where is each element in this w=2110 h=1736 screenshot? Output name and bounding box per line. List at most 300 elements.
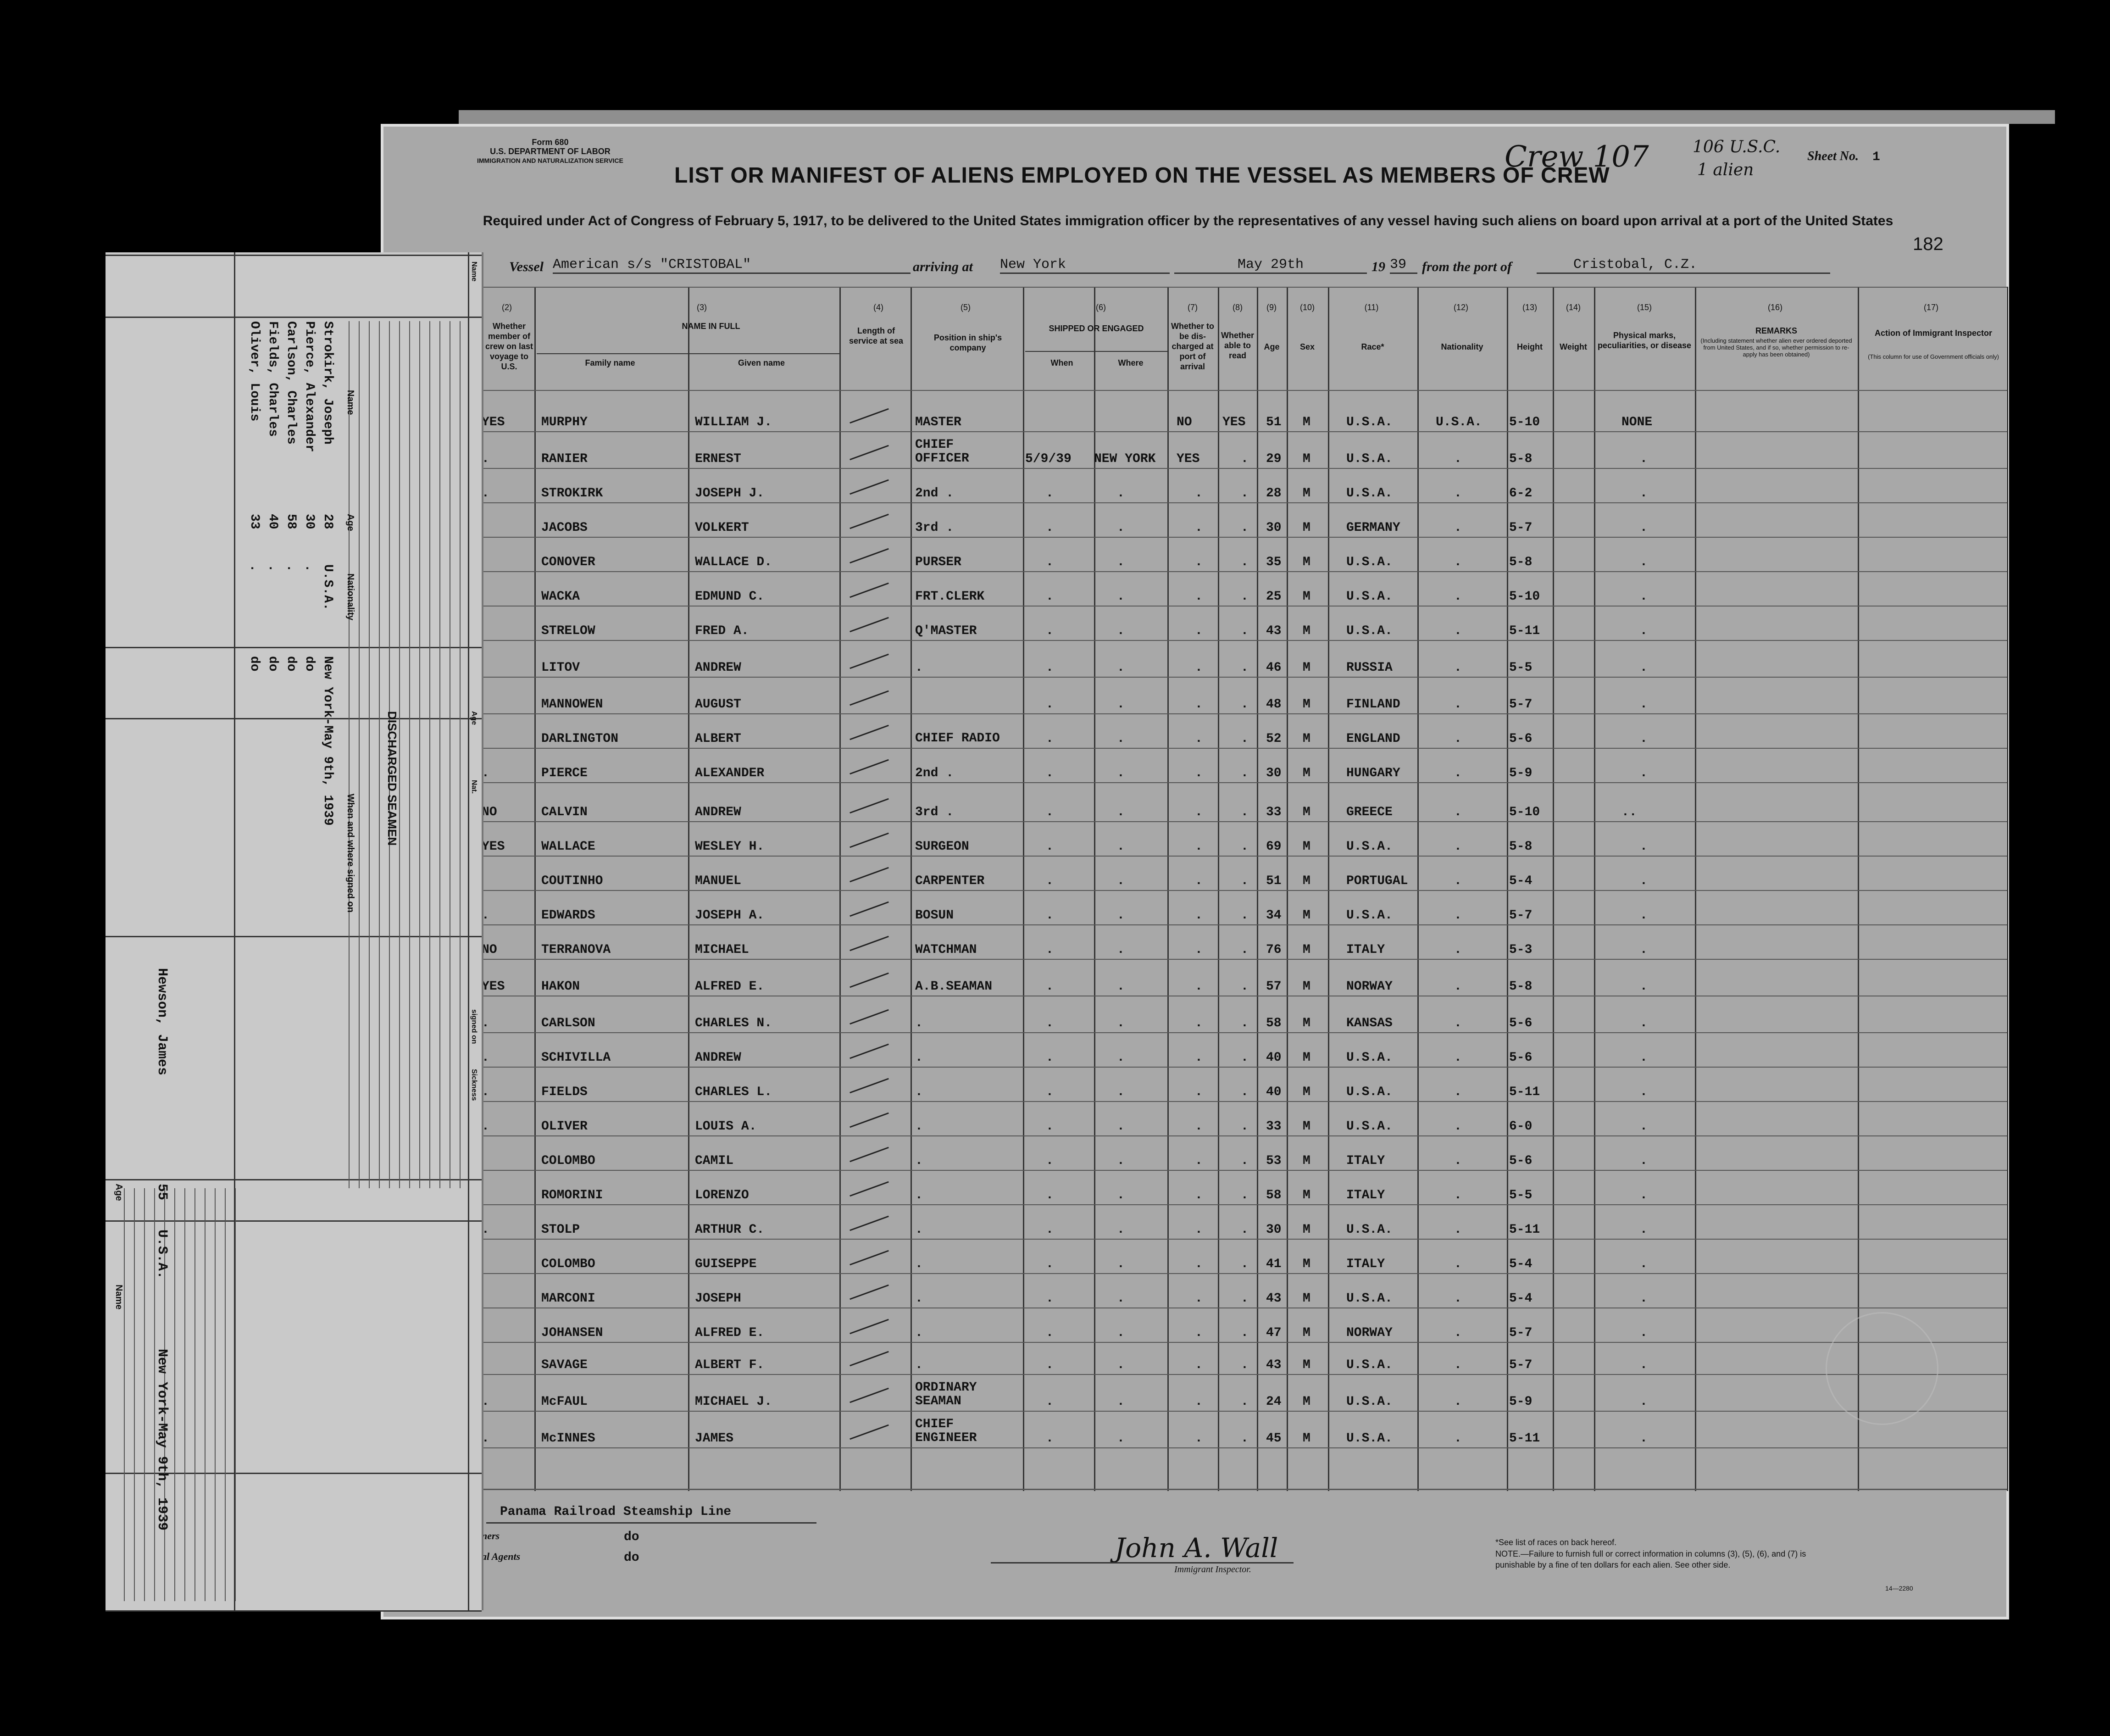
- slip-seaman-name: Carlson, Charles: [284, 321, 298, 445]
- sex: M: [1303, 1223, 1310, 1237]
- shipped-where: .: [1117, 1257, 1125, 1271]
- position: CHIEF ENGINEER: [915, 1417, 977, 1445]
- able-to-read: .: [1241, 486, 1249, 501]
- discharged: .: [1195, 1291, 1203, 1306]
- shipped-when: .: [1046, 1291, 1054, 1306]
- col-header-where: Where: [1118, 358, 1144, 367]
- crew-last-voyage: YES: [482, 979, 505, 994]
- height: 5-6: [1509, 1154, 1533, 1168]
- slip-seaman-nationality: U.S.A.: [321, 564, 335, 611]
- height: 5-4: [1509, 1291, 1533, 1306]
- discharged: .: [1195, 1085, 1203, 1099]
- family-name: TERRANOVA: [541, 943, 611, 957]
- family-name: WALLACE: [541, 840, 595, 854]
- inspector-signature: John A. Wall: [1115, 1532, 1278, 1564]
- age: 69: [1266, 840, 1282, 854]
- family-name: MARCONI: [541, 1291, 595, 1306]
- column-number: (4): [873, 303, 883, 312]
- sex: M: [1303, 661, 1310, 675]
- age: 52: [1266, 732, 1282, 746]
- race: ENGLAND: [1346, 732, 1400, 746]
- position: BOSUN: [915, 908, 954, 923]
- height: 6-2: [1509, 486, 1533, 501]
- able-to-read: YES: [1222, 415, 1246, 429]
- col-header-length-of-service: Length of service at sea: [849, 326, 904, 345]
- race: U.S.A.: [1346, 1431, 1393, 1446]
- height: 5-8: [1509, 555, 1533, 569]
- height: 5-7: [1509, 1358, 1533, 1372]
- physical-marks: .: [1640, 661, 1648, 675]
- discharged: .: [1195, 486, 1203, 501]
- sex: M: [1303, 1188, 1310, 1202]
- age: 76: [1266, 943, 1282, 957]
- from-port-label: from the port of: [1422, 259, 1512, 274]
- physical-marks: .: [1640, 766, 1648, 780]
- handwritten-us-citizens: 106 U.S.C.: [1693, 138, 1781, 156]
- able-to-read: .: [1241, 1257, 1249, 1271]
- slip-row-rule: [106, 317, 482, 318]
- shipped-when: .: [1046, 979, 1054, 994]
- family-name: McINNES: [541, 1431, 595, 1446]
- race: GREECE: [1346, 805, 1393, 819]
- discharged: .: [1195, 521, 1203, 535]
- shipped-where: .: [1117, 555, 1125, 569]
- slip-line: [144, 1188, 145, 1601]
- slip-seaman-age: 28: [321, 514, 335, 529]
- family-name: LITOV: [541, 661, 580, 675]
- physical-marks: .: [1640, 1051, 1648, 1065]
- age: 58: [1266, 1016, 1282, 1030]
- discharged: .: [1195, 979, 1203, 994]
- position: Q'MASTER: [915, 624, 977, 638]
- race: ITALY: [1346, 943, 1385, 957]
- nationality: .: [1454, 452, 1462, 466]
- age: 53: [1266, 1154, 1282, 1168]
- slip-edge-label: Age: [470, 711, 478, 725]
- nationality: .: [1454, 908, 1462, 923]
- crew-last-voyage: .: [482, 452, 489, 466]
- able-to-read: .: [1241, 1188, 1249, 1202]
- col-header-remarks: REMARKS: [1755, 326, 1797, 335]
- position: PURSER: [915, 555, 961, 569]
- able-to-read: .: [1241, 1119, 1249, 1134]
- height: 5-11: [1509, 1431, 1540, 1446]
- slip-line: [134, 1188, 135, 1601]
- race: U.S.A.: [1346, 1085, 1393, 1099]
- sheet-number-label: Sheet No.: [1807, 149, 1859, 163]
- nationality: .: [1454, 521, 1462, 535]
- race: HUNGARY: [1346, 766, 1400, 780]
- col-header-shipped-rule: [1025, 351, 1167, 352]
- sex: M: [1303, 415, 1310, 429]
- shipped-when: .: [1046, 555, 1054, 569]
- race: U.S.A.: [1346, 486, 1393, 501]
- age: 33: [1266, 1119, 1282, 1134]
- physical-marks: .: [1640, 1395, 1648, 1409]
- sex: M: [1303, 979, 1310, 994]
- slip-line: [359, 321, 360, 1188]
- embossed-seal: [1826, 1312, 1938, 1425]
- sex: M: [1303, 1154, 1310, 1168]
- agents-label: al Agents: [482, 1551, 521, 1562]
- shipped-where: .: [1117, 1223, 1125, 1237]
- slip-line: [429, 321, 430, 1188]
- from-port: Cristobal, C.Z.: [1537, 257, 1830, 274]
- col-header-shipped-engaged: SHIPPED OR ENGAGED: [1049, 324, 1144, 333]
- slip-seaman-signed: do: [266, 656, 280, 672]
- crew-last-voyage: YES: [482, 840, 505, 854]
- column-number: (6): [1096, 303, 1106, 312]
- slip-line: [399, 321, 400, 1188]
- slip-seaman-name: Fields, Charles: [266, 321, 280, 437]
- family-name: HAKON: [541, 979, 580, 994]
- nationality: .: [1454, 661, 1462, 675]
- height: 5-4: [1509, 874, 1533, 888]
- shipped-when: .: [1046, 521, 1054, 535]
- slip-col-name: Name: [345, 390, 355, 415]
- slip-line: [349, 321, 350, 1188]
- crew-last-voyage: .: [482, 1223, 489, 1237]
- age: 43: [1266, 1291, 1282, 1306]
- sex: M: [1303, 840, 1310, 854]
- column-number: (16): [1767, 303, 1782, 312]
- able-to-read: .: [1241, 661, 1249, 675]
- col-header-given-name: Given name: [738, 358, 785, 367]
- slip-line: [460, 321, 461, 1188]
- slip-heading: DISCHARGED SEAMEN: [385, 711, 399, 846]
- shipped-when: .: [1046, 805, 1054, 819]
- position: .: [915, 661, 923, 675]
- able-to-read: .: [1241, 766, 1249, 780]
- crew-last-voyage: .: [482, 1119, 489, 1134]
- race: U.S.A.: [1346, 1291, 1393, 1306]
- physical-marks: .: [1640, 908, 1648, 923]
- able-to-read: .: [1241, 1223, 1249, 1237]
- age: 47: [1266, 1326, 1282, 1340]
- nationality: .: [1454, 732, 1462, 746]
- sex: M: [1303, 1358, 1310, 1372]
- sex: M: [1303, 1326, 1310, 1340]
- height: 5-11: [1509, 624, 1540, 638]
- slip-seaman-nationality: .: [302, 564, 316, 572]
- able-to-read: .: [1241, 979, 1249, 994]
- shipped-when: .: [1046, 1431, 1054, 1446]
- family-name: COLOMBO: [541, 1257, 595, 1271]
- slip-edge-label: Nat.: [470, 780, 478, 794]
- age: 28: [1266, 486, 1282, 501]
- able-to-read: .: [1241, 1085, 1249, 1099]
- given-name: ARTHUR C.: [695, 1223, 765, 1237]
- able-to-read: .: [1241, 1016, 1249, 1030]
- slip-line: [409, 321, 410, 1188]
- position: 3rd .: [915, 805, 954, 819]
- able-to-read: .: [1241, 732, 1249, 746]
- physical-marks: .: [1640, 521, 1648, 535]
- physical-marks: .: [1640, 590, 1648, 604]
- sex: M: [1303, 1291, 1310, 1306]
- position: .: [915, 1119, 923, 1134]
- able-to-read: .: [1241, 1154, 1249, 1168]
- race: U.S.A.: [1346, 1358, 1393, 1372]
- document-title: LIST OR MANIFEST OF ALIENS EMPLOYED ON THE VESSEL AS MEMBERS OF CREW: [674, 163, 1610, 188]
- slip-line: [369, 321, 370, 1188]
- age: 43: [1266, 1358, 1282, 1372]
- nationality: .: [1454, 840, 1462, 854]
- column-number: (13): [1522, 303, 1537, 312]
- position: A.B.SEAMAN: [915, 979, 993, 994]
- shipped-when: .: [1046, 840, 1054, 854]
- nationality: .: [1454, 590, 1462, 604]
- nationality: .: [1454, 1395, 1462, 1409]
- shipped-where: .: [1117, 521, 1125, 535]
- slip-seaman-signed: do: [284, 656, 298, 672]
- sex: M: [1303, 943, 1310, 957]
- shipped-where: .: [1117, 908, 1125, 923]
- race: RUSSIA: [1346, 661, 1393, 675]
- age: 34: [1266, 908, 1282, 923]
- shipped-where: .: [1117, 1188, 1125, 1202]
- discharged: .: [1195, 1395, 1203, 1409]
- able-to-read: .: [1241, 452, 1249, 466]
- handwritten-alien: 1 alien: [1697, 161, 1754, 179]
- given-name: JAMES: [695, 1431, 734, 1446]
- form-code: 14—2280: [1885, 1585, 1913, 1592]
- position: CHIEF OFFICER: [915, 438, 969, 466]
- sex: M: [1303, 521, 1310, 535]
- discharged: .: [1195, 661, 1203, 675]
- race: ITALY: [1346, 1188, 1385, 1202]
- physical-marks: .: [1640, 1188, 1648, 1202]
- given-name: CHARLES N.: [695, 1016, 772, 1030]
- vessel-line: [509, 257, 1830, 280]
- position: .: [915, 1257, 923, 1271]
- able-to-read: .: [1241, 805, 1249, 819]
- col-header-crew-last-voyage: Whether member of crew on last voyage to U.S.: [485, 322, 533, 371]
- slip-seaman-name: Pierce, Alexander: [302, 321, 316, 452]
- discharged: .: [1195, 555, 1203, 569]
- family-name: JACOBS: [541, 521, 588, 535]
- shipped-when: .: [1046, 661, 1054, 675]
- discharged: .: [1195, 624, 1203, 638]
- given-name: MANUEL: [695, 874, 741, 888]
- slip-edge-label: Sickness: [470, 1069, 478, 1101]
- able-to-read: .: [1241, 874, 1249, 888]
- given-name: LORENZO: [695, 1188, 749, 1202]
- position: SURGEON: [915, 840, 969, 854]
- position: 2nd .: [915, 766, 954, 780]
- slip-col-when: When and where signed on: [345, 794, 355, 913]
- shipped-when: .: [1046, 1051, 1054, 1065]
- position: 3rd .: [915, 521, 954, 535]
- nationality: .: [1454, 1291, 1462, 1306]
- age: 30: [1266, 1223, 1282, 1237]
- slip-col-nat: Nationality: [345, 573, 355, 621]
- column-number: (3): [697, 303, 707, 312]
- slip-row-rule: [106, 936, 482, 937]
- given-name: ANDREW: [695, 1051, 741, 1065]
- slip-line: [124, 1188, 125, 1601]
- column-number: (8): [1233, 303, 1243, 312]
- age: 29: [1266, 452, 1282, 466]
- given-name: JOSEPH: [695, 1291, 741, 1306]
- able-to-read: .: [1241, 908, 1249, 923]
- race: U.S.A.: [1346, 908, 1393, 923]
- shipped-where: NEW YORK: [1094, 452, 1156, 466]
- physical-marks: ..: [1621, 805, 1637, 819]
- slip-seaman-nationality: U.S.A.: [154, 1230, 170, 1280]
- race: GERMANY: [1346, 521, 1400, 535]
- col-header-name-rule: [537, 353, 839, 354]
- position: .: [915, 1154, 923, 1168]
- height: 5-6: [1509, 1016, 1533, 1030]
- age: 33: [1266, 805, 1282, 819]
- able-to-read: .: [1241, 1051, 1249, 1065]
- discharged: .: [1195, 1154, 1203, 1168]
- family-name: EDWARDS: [541, 908, 595, 923]
- slip-seaman-nationality: .: [266, 564, 280, 572]
- height: 5-6: [1509, 1051, 1533, 1065]
- page-stamp-number: 182: [1913, 234, 1943, 254]
- position: .: [915, 1291, 923, 1306]
- given-name: ERNEST: [695, 452, 741, 466]
- sex: M: [1303, 805, 1310, 819]
- slip-seaman-age: 33: [247, 514, 261, 529]
- race: FINLAND: [1346, 697, 1400, 712]
- height: 5-8: [1509, 452, 1533, 466]
- race: U.S.A.: [1346, 590, 1393, 604]
- shipped-when: .: [1046, 1358, 1054, 1372]
- sex: M: [1303, 590, 1310, 604]
- race: U.S.A.: [1346, 1223, 1393, 1237]
- col-header-height: Height: [1517, 342, 1543, 351]
- shipped-when: .: [1046, 1154, 1054, 1168]
- discharged: .: [1195, 805, 1203, 819]
- discharged: .: [1195, 732, 1203, 746]
- nationality: .: [1454, 1051, 1462, 1065]
- col-header-race: Race*: [1361, 342, 1384, 351]
- given-name: LOUIS A.: [695, 1119, 757, 1134]
- family-name: STRELOW: [541, 624, 595, 638]
- position: .: [915, 1188, 923, 1202]
- discharged: .: [1195, 766, 1203, 780]
- slip-seaman-nationality: .: [284, 564, 298, 572]
- height: 5-10: [1509, 590, 1540, 604]
- shipped-when: .: [1046, 1119, 1054, 1134]
- position: .: [915, 1223, 923, 1237]
- slip-line: [379, 321, 380, 1188]
- position: MASTER: [915, 415, 961, 429]
- position: FRT.CLERK: [915, 590, 985, 604]
- given-name: VOLKERT: [695, 521, 749, 535]
- sex: M: [1303, 452, 1310, 466]
- height: 5-5: [1509, 661, 1533, 675]
- crew-last-voyage: .: [482, 1085, 489, 1099]
- shipped-when: .: [1046, 1223, 1054, 1237]
- physical-marks: .: [1640, 1154, 1648, 1168]
- physical-marks: .: [1640, 624, 1648, 638]
- height: 5-8: [1509, 840, 1533, 854]
- given-name: FRED A.: [695, 624, 749, 638]
- shipped-where: .: [1117, 1291, 1125, 1306]
- discharged: .: [1195, 697, 1203, 712]
- given-name: AUGUST: [695, 697, 741, 712]
- vessel-name: American s/s "CRISTOBAL": [553, 257, 911, 274]
- position: .: [915, 1358, 923, 1372]
- sex: M: [1303, 1395, 1310, 1409]
- discharged: .: [1195, 1119, 1203, 1134]
- position: .: [915, 1085, 923, 1099]
- race: U.S.A.: [1346, 555, 1393, 569]
- form-identifier: [477, 138, 623, 165]
- age: 35: [1266, 555, 1282, 569]
- slip-column-divider: [468, 252, 469, 1610]
- shipped-where: .: [1117, 1085, 1125, 1099]
- position: ORDINARY SEAMAN: [915, 1380, 977, 1408]
- height: 5-7: [1509, 1326, 1533, 1340]
- races-note: *See list of races on back hereof.: [1495, 1538, 1617, 1547]
- able-to-read: .: [1241, 590, 1249, 604]
- race: NORWAY: [1346, 1326, 1393, 1340]
- shipped-when: .: [1046, 1016, 1054, 1030]
- nationality: .: [1454, 624, 1462, 638]
- age: 58: [1266, 1188, 1282, 1202]
- shipped-where: .: [1117, 1431, 1125, 1446]
- age: 51: [1266, 874, 1282, 888]
- family-name: JOHANSEN: [541, 1326, 603, 1340]
- slip-row-rule: [106, 718, 482, 719]
- shipped-when: .: [1046, 590, 1054, 604]
- discharged: .: [1195, 1431, 1203, 1446]
- nationality: .: [1454, 1431, 1462, 1446]
- sex: M: [1303, 555, 1310, 569]
- given-name: WESLEY H.: [695, 840, 765, 854]
- able-to-read: .: [1241, 697, 1249, 712]
- col-header-nationality: Nationality: [1441, 342, 1483, 351]
- column-number: (9): [1266, 303, 1277, 312]
- family-name: CALVIN: [541, 805, 588, 819]
- physical-marks: .: [1640, 452, 1648, 466]
- vessel-label: Vessel: [509, 259, 544, 274]
- crew-last-voyage: .: [482, 1051, 489, 1065]
- age: 43: [1266, 624, 1282, 638]
- slip-line: [215, 1188, 216, 1601]
- shipped-when: .: [1046, 1395, 1054, 1409]
- slip-col-age: Age: [114, 1184, 124, 1201]
- slip-line: [194, 1188, 195, 1601]
- col-header-weight: Weight: [1560, 342, 1587, 351]
- sex: M: [1303, 1257, 1310, 1271]
- slip-edge-label: signed on: [470, 1009, 478, 1044]
- physical-marks: .: [1640, 697, 1648, 712]
- shipped-where: .: [1117, 1051, 1125, 1065]
- shipped-when: .: [1046, 908, 1054, 923]
- arriving-port: New York: [1000, 257, 1170, 274]
- height: 5-8: [1509, 979, 1533, 994]
- column-number: (15): [1637, 303, 1652, 312]
- discharged: .: [1195, 943, 1203, 957]
- height: 5-7: [1509, 908, 1533, 923]
- slip-row-rule: [106, 647, 482, 648]
- age: 46: [1266, 661, 1282, 675]
- height: 5-10: [1509, 415, 1540, 429]
- shipped-where: .: [1117, 874, 1125, 888]
- physical-marks: .: [1640, 1358, 1648, 1372]
- given-name: ALFRED E.: [695, 979, 765, 994]
- document-subtitle: Required under Act of Congress of February 5, 1917, to be delivered to the United States immigration officer by the representatives of any vessel having such aliens on board upon arrival at a port of the United States: [483, 213, 1893, 228]
- shipped-where: .: [1117, 1358, 1125, 1372]
- slip-row-rule: [106, 1220, 482, 1222]
- given-name: WILLIAM J.: [695, 415, 772, 429]
